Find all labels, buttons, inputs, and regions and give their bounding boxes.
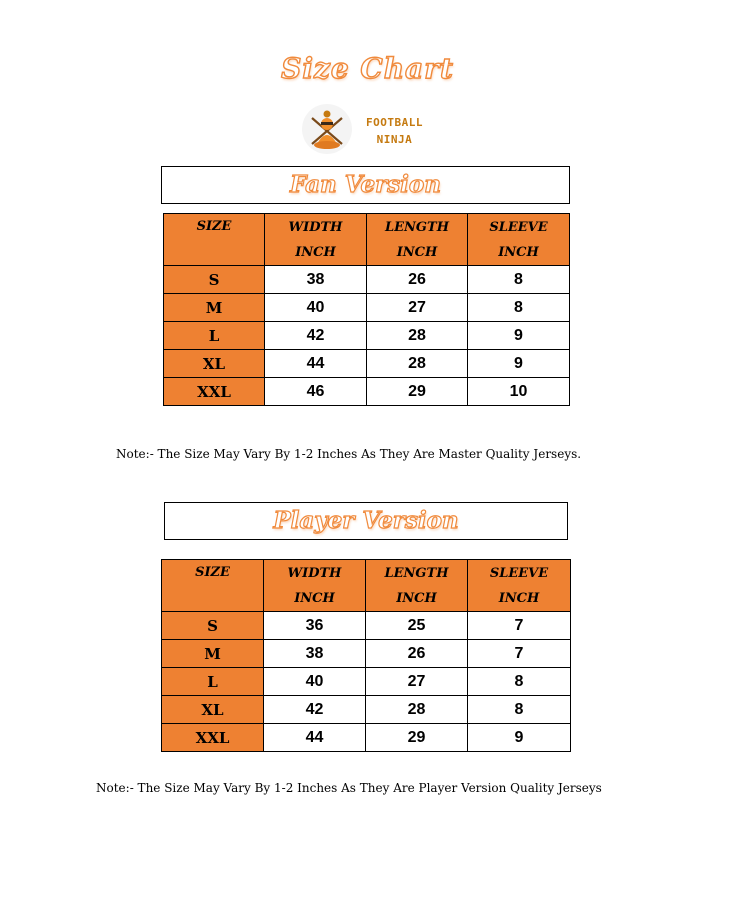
sleeve-cell: 8 xyxy=(468,696,571,724)
size-cell: M xyxy=(162,640,264,668)
header-width xyxy=(265,214,367,266)
fan-size-note: Note:- The Size May Vary By 1-2 Inches As They Are Master Quality Jerseys. xyxy=(116,447,582,461)
size-cell: XL xyxy=(164,350,265,378)
header-size: SIZE xyxy=(164,214,265,266)
length-cell: 28 xyxy=(367,322,468,350)
fan-version-heading: Fan Version xyxy=(161,166,570,204)
length-cell: 27 xyxy=(367,294,468,322)
table-row xyxy=(164,266,570,294)
ninja-mascot-icon xyxy=(302,104,352,154)
header-width-line2: INCH xyxy=(295,244,336,260)
player-size-table xyxy=(161,559,571,752)
header-width-line1: WIDTH xyxy=(288,219,343,235)
size-cell: L xyxy=(162,668,264,696)
sleeve-cell: 9 xyxy=(468,724,571,752)
sleeve-cell: 10 xyxy=(468,378,570,406)
width-cell: 44 xyxy=(264,724,366,752)
table-row xyxy=(164,322,570,350)
size-cell: L xyxy=(164,322,265,350)
table-row xyxy=(162,668,571,696)
sleeve-cell: 9 xyxy=(468,350,570,378)
header-sleeve-line2: INCH xyxy=(498,244,539,260)
size-cell: S xyxy=(162,612,264,640)
sleeve-cell: 7 xyxy=(468,640,571,668)
sleeve-cell: 8 xyxy=(468,266,570,294)
length-cell: 28 xyxy=(367,350,468,378)
table-row xyxy=(162,696,571,724)
width-cell: 38 xyxy=(264,640,366,668)
header-sleeve-line2: INCH xyxy=(498,590,540,606)
sleeve-cell: 8 xyxy=(468,294,570,322)
header-length-line1: LENGTH xyxy=(385,219,449,235)
header-length xyxy=(366,560,468,612)
length-cell: 27 xyxy=(366,668,468,696)
logo-line-2: NINJA xyxy=(376,133,413,146)
logo-line-1: FOOTBALL xyxy=(366,116,423,129)
player-version-heading: Player Version xyxy=(164,502,568,540)
header-length xyxy=(367,214,468,266)
header-sleeve-line1: SLEEVE xyxy=(489,565,549,581)
header-length-line2: INCH xyxy=(396,244,438,260)
length-cell: 25 xyxy=(366,612,468,640)
length-cell: 29 xyxy=(366,724,468,752)
sleeve-cell: 8 xyxy=(468,668,571,696)
table-row xyxy=(162,724,571,752)
fan-size-table xyxy=(163,213,570,406)
size-cell: XXL xyxy=(164,378,265,406)
header-width xyxy=(264,560,366,612)
width-cell: 44 xyxy=(265,350,367,378)
table-row xyxy=(164,350,570,378)
table-header-row xyxy=(164,214,570,266)
sleeve-cell: 9 xyxy=(468,322,570,350)
header-sleeve-line1: SLEEVE xyxy=(489,219,548,235)
width-cell: 46 xyxy=(265,378,367,406)
size-cell: S xyxy=(164,266,265,294)
width-cell: 36 xyxy=(264,612,366,640)
table-header-row xyxy=(162,560,571,612)
header-sleeve xyxy=(468,560,571,612)
logo-wordmark xyxy=(366,114,423,148)
width-cell: 40 xyxy=(265,294,367,322)
player-size-note: Note:- The Size May Vary By 1-2 Inches As They Are Player Version Quality Jerseys xyxy=(96,781,602,795)
table-row xyxy=(164,378,570,406)
header-length-line2: INCH xyxy=(396,590,437,606)
width-cell: 38 xyxy=(265,266,367,294)
width-cell: 40 xyxy=(264,668,366,696)
table-row xyxy=(162,640,571,668)
table-row xyxy=(162,612,571,640)
header-size: SIZE xyxy=(162,560,264,612)
header-width-line2: INCH xyxy=(294,590,335,606)
size-cell: M xyxy=(164,294,265,322)
page-title: Size Chart xyxy=(281,52,454,85)
table-row xyxy=(164,294,570,322)
length-cell: 26 xyxy=(367,266,468,294)
length-cell: 29 xyxy=(367,378,468,406)
header-length-line1: LENGTH xyxy=(384,565,449,581)
sleeve-cell: 7 xyxy=(468,612,571,640)
width-cell: 42 xyxy=(264,696,366,724)
size-cell: XXL xyxy=(162,724,264,752)
length-cell: 28 xyxy=(366,696,468,724)
length-cell: 26 xyxy=(366,640,468,668)
header-width-line1: WIDTH xyxy=(287,565,342,581)
width-cell: 42 xyxy=(265,322,367,350)
football-ninja-logo xyxy=(298,103,448,155)
size-cell: XL xyxy=(162,696,264,724)
header-sleeve xyxy=(468,214,570,266)
